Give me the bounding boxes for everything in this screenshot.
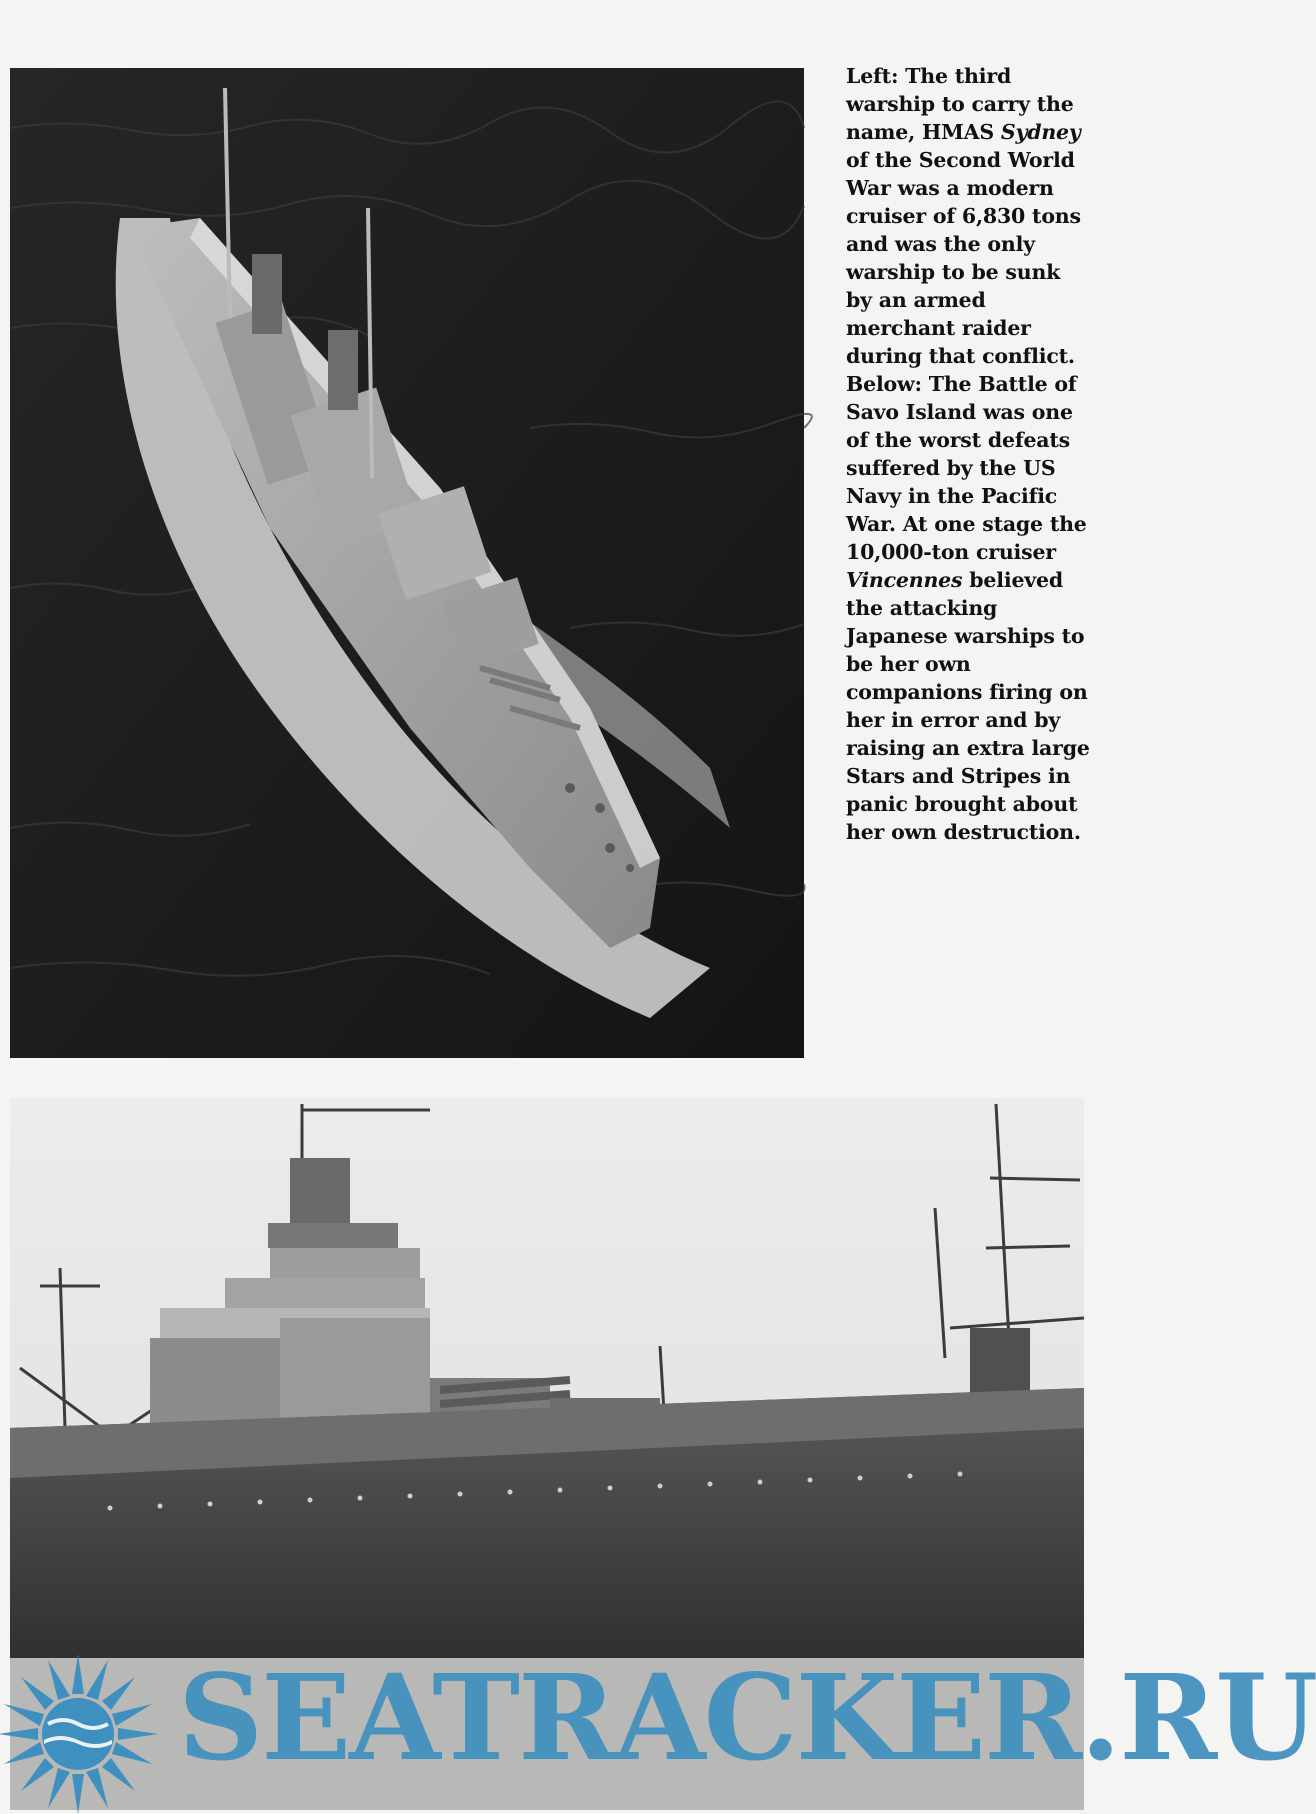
ship-photo-top-art [10, 68, 804, 1058]
watermark-text: SEATRACKER.RU [178, 1648, 1316, 1787]
photo-hmas-sydney [10, 68, 804, 1058]
caption-below-rest: believed the attacking Japanese warships to be her own companions firing on her in error and by raising an extra large Stars and Stripes in panic brought about her own destruction. [846, 568, 1090, 844]
caption-below [846, 370, 1092, 846]
caption-below-ship-name: Vincennes [846, 568, 963, 592]
caption-left-rest: of the Second World War was a modern cruiser of 6,830 tons and was the only warship to be sunk by an armed merchant raider during that conflict. [846, 148, 1081, 368]
caption-left [846, 62, 1092, 370]
photo-caption [846, 62, 1092, 846]
caption-below-lead: Below: The Battle of Savo Island was one of the worst defeats suffered by the US Navy in the Pacific War. At one stage the 10,000-ton cruiser [846, 372, 1087, 564]
caption-left-ship-name: Sydney [1000, 120, 1081, 144]
caption-left-lead: Left: The third warship to carry the name, HMAS [846, 64, 1074, 144]
